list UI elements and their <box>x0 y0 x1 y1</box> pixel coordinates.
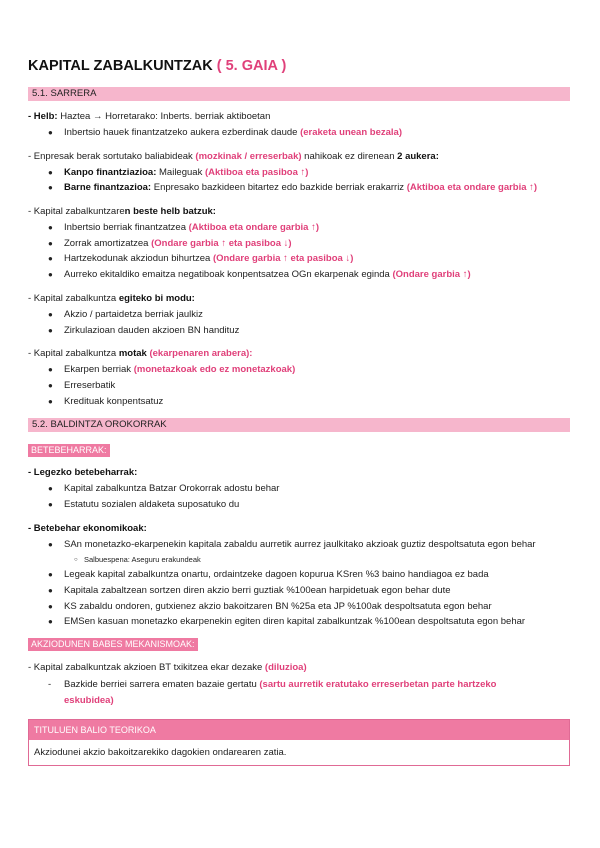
bullet-icon: ● <box>48 365 53 374</box>
dash-bullet-icon: - <box>48 679 52 690</box>
bullet-icon: ● <box>48 168 53 177</box>
bullet-icon: ● <box>48 484 53 493</box>
egiteko-line <box>28 293 195 305</box>
babes-note: (diluzioa) <box>264 662 307 673</box>
item-text: SAn monetazko-ekarpenekin kapitala zabaldu aurretik aurrez jaulkitako akzioak guztiz despoltsatuta egon behar <box>64 539 536 550</box>
item-text: Kapital zabalkuntza Batzar Orokorrak adostu behar <box>64 483 280 494</box>
item-text: Kapitala zabaltzean sortzen diren akzio berri guztiak %100ean harpidetuak egon behar dute <box>64 585 451 596</box>
motak-text: - Kapital zabalkuntza <box>28 348 119 359</box>
bullet-icon: ● <box>48 540 53 549</box>
ekonomikoak-heading <box>28 523 147 535</box>
bullet-icon: ● <box>48 223 53 232</box>
bullet-icon: ● <box>48 602 53 611</box>
item-bold: Kanpo finantziazioa: <box>64 167 157 178</box>
babes-text: - Kapital zabalkuntzak akzioen BT txikitzea ekar dezake <box>28 662 265 673</box>
item-text: Maileguak <box>156 167 205 178</box>
legezko-label: - Legezko betebeharrak: <box>28 467 138 478</box>
item-text: Estatutu sozialen aldaketa suposatuko du <box>64 499 240 510</box>
bullet-icon: ● <box>48 586 53 595</box>
item-text: Bazkide berriei sarrera ematen bazaie gertatu <box>64 679 260 690</box>
item-note: (Ondare garbia ↑ eta pasiboa ↓) <box>212 253 354 264</box>
item-text: Zirkulazioan dauden akzioen BN handituz <box>64 325 240 336</box>
item-text: Erreserbatik <box>64 380 116 391</box>
bullet-icon: ● <box>48 239 53 248</box>
section-header-sarrera: 5.1. SARRERA <box>28 87 570 101</box>
item-note: (Ondare garbia ↑) <box>392 269 471 280</box>
item-text: Legeak kapital zabalkuntza onartu, ordaintzeke dagoen kopurua KSren %3 baino handiagoa ez bada <box>64 569 489 580</box>
bullet-icon: ● <box>48 270 53 279</box>
item-note: (Aktiboa eta pasiboa ↑) <box>204 167 309 178</box>
item-text: Zorrak amortizatzea <box>64 238 152 249</box>
item-text: Hartzekodunak akziodun bihurtzea <box>64 253 213 264</box>
sub-item-text: Salbuespena: Aseguru erakundeak <box>84 555 201 564</box>
babes-tag: AKZIODUNEN BABES MEKANISMOAK: <box>28 638 198 651</box>
beste-text: - Kapital zabalkuntzare <box>28 206 125 217</box>
bullet-icon: ● <box>48 128 53 137</box>
bullet-icon: ● <box>48 570 53 579</box>
enpresak-note: (mozkinak / erreserbak) <box>195 151 302 162</box>
ekonomikoak-label: - Betebehar ekonomikoak: <box>28 523 147 534</box>
item-note: (eraketa unean bezala) <box>300 127 402 138</box>
legezko-heading <box>28 467 137 479</box>
beste-bold: n beste helb batzuk: <box>124 206 216 217</box>
bullet-icon: ● <box>48 617 53 626</box>
definition-box-body: Akziodunei akzio bakoitzarekiko dagokien ondarearen zatia. <box>34 747 287 758</box>
bullet-icon: ● <box>48 397 53 406</box>
item-note: (Aktiboa eta ondare garbia ↑) <box>406 182 538 193</box>
title-main: KAPITAL ZABALKUNTZAK <box>28 58 213 74</box>
enpresak-text-2: nahikoak ez direnean <box>301 151 398 162</box>
item-note-cont: eskubidea) <box>64 695 114 706</box>
item-text: KS zabaldu ondoren, gutxienez akzio bakoitzaren BN %25a eta JP %100ak despoltsatuta egon behar <box>64 601 492 612</box>
motak-bold: motak <box>118 348 147 359</box>
enpresak-text: - Enpresak berak sortutako baliabideak <box>28 151 196 162</box>
motak-line <box>28 348 252 360</box>
bullet-icon: ● <box>48 310 53 319</box>
item-text: Aurreko ekitaldiko emaitza negatiboak konpentsatzea OGn ekarpenak eginda <box>64 269 393 280</box>
helb-line <box>28 111 270 123</box>
motak-note: (ekarpenaren arabera): <box>146 348 253 359</box>
item-note: (Ondare garbia ↑ eta pasiboa ↓) <box>151 238 292 249</box>
section-header-baldintza: 5.2. BALDINTZA OROKORRAK <box>28 418 570 432</box>
enpresak-line <box>28 151 439 163</box>
egiteko-bold: egiteko bi modu: <box>118 293 195 304</box>
babes-line <box>28 662 307 674</box>
item-text: Akzio / partaidetza berriak jaulkiz <box>64 309 203 320</box>
helb-label: - Helb: <box>28 111 58 122</box>
egiteko-text: - Kapital zabalkuntza <box>28 293 119 304</box>
bullet-icon: ● <box>48 254 53 263</box>
enpresak-bold: 2 aukera: <box>397 151 439 162</box>
item-text: Ekarpen berriak <box>64 364 134 375</box>
beste-helb-line <box>28 206 216 218</box>
item-text: Kredituak konpentsatuz <box>64 396 164 407</box>
betebeharrak-tag: BETEBEHARRAK: <box>28 444 110 457</box>
bullet-icon: ● <box>48 500 53 509</box>
item-note: (monetazkoak edo ez monetazkoak) <box>133 364 296 375</box>
item-text: EMSen kasuan monetazko ekarpenekin egiten diren kapital zabalkuntzak %100ean despoltsatuta egon behar <box>64 616 526 627</box>
item-text: Inbertsio berriak finantzatzea <box>64 222 189 233</box>
item-note: (sartu aurretik eratutako erreserbetan parte hartzeko <box>259 679 497 690</box>
item-text: Inbertsio hauek finantzatzeko aukera ezberdinak daude <box>64 127 301 138</box>
title-chapter: ( 5. GAIA ) <box>216 58 287 74</box>
helb-text: Haztea → Horretarako: Inberts. berriak aktiboetan <box>57 111 271 122</box>
item-text: Enpresako bazkideen bitartez edo bazkide berriak erakarriz <box>151 182 407 193</box>
bullet-icon: ● <box>48 381 53 390</box>
definition-box <box>28 719 570 766</box>
bullet-icon: ● <box>48 326 53 335</box>
page-title <box>28 58 286 74</box>
item-bold: Barne finantzazioa: <box>64 182 152 193</box>
circle-bullet-icon: ○ <box>74 557 78 563</box>
definition-box-title: TITULUEN BALIO TEORIKOA <box>29 720 569 740</box>
sub-list-item <box>74 555 201 565</box>
item-note: (Aktiboa eta ondare garbia ↑) <box>188 222 320 233</box>
bullet-icon: ● <box>48 183 53 192</box>
